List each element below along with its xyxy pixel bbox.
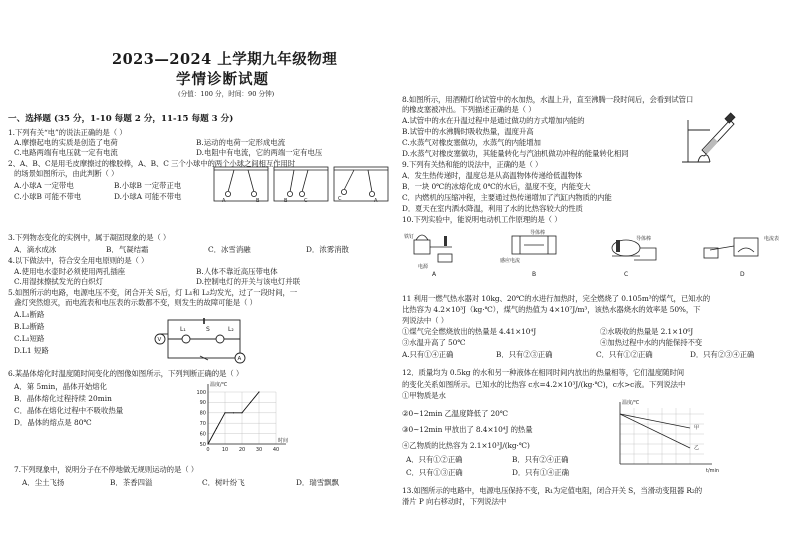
chart-ytick-label: 100 [196, 389, 206, 396]
q9-option-c: C．内燃机的压缩冲程，主要通过热传递增加了汽缸内物质的内能 [402, 193, 612, 202]
chart-ytick-label: 70 [199, 421, 206, 427]
q7-option-a: A．尘土飞扬 [22, 478, 65, 487]
question-2: 2、A、B、C是用毛皮摩擦过的橡胶棒，A、B、C 三个小球中的两个小球之间相互作用时 [8, 159, 295, 168]
fig12-series-label: 甲 [694, 425, 700, 431]
q11-option-a: A.只有①④正确 [402, 350, 454, 359]
question-10: 10.下列实验中，能说明电动机工作原理的是（ ） [402, 215, 562, 224]
q1-option-b: B.运动的电荷一定形成电流 [196, 138, 286, 147]
q2-option-b: B.小球B 一定带正电 [114, 181, 182, 190]
fig2-label: B [256, 198, 260, 204]
chart-xtick-label: 30 [255, 447, 263, 453]
q12-option-a: A．只有①②正确 [406, 455, 463, 464]
q11-option-d: D．只有②③④正确 [690, 350, 755, 359]
q11-statement-4: ④加热过程中水的内能保持不变 [600, 338, 703, 347]
chart-xtick-label: 40 [272, 447, 280, 453]
question-2-cont: 的场景如图所示，由此判断（ ） [14, 169, 119, 178]
q12-statement-3: ③0~12min 甲放出了 8.4×10⁴J 的热量 [402, 425, 533, 434]
q12-statement-1: ①甲物质是水 [402, 391, 446, 400]
q3-option-a: A．滴水成冰 [14, 245, 57, 254]
question-9: 9.下列有关热和能的说法中，正确的是（ ） [402, 160, 543, 169]
q7-option-d: D．瑞雪飘飘 [296, 478, 339, 487]
chart-series-line [208, 392, 259, 444]
chart-point [250, 402, 251, 403]
chart-point [207, 443, 208, 444]
q8-option-b: B.试管中的水沸腾时吸收热量，温度升高 [402, 127, 534, 136]
q6-chart [190, 378, 290, 454]
q8-option-a: A.试管中的水在升温过程中是通过做功的方式增加内能的 [402, 116, 585, 125]
chart-point [233, 412, 234, 413]
fig2-label: A [374, 198, 378, 204]
question-1: 1.下列有关“电”的说法正确的是（ ） [8, 128, 127, 137]
question-11-cont2: 列说法中（ ） [402, 316, 448, 325]
q11-option-b: B．只有②③正确 [496, 350, 553, 359]
q12-option-c: C．只有①③正确 [406, 468, 463, 477]
q12-option-b: B．只有②④正确 [512, 455, 569, 464]
fig2-label: C [338, 196, 342, 202]
chart-point [224, 412, 225, 413]
question-4: 4.以下做法中，符合安全用电原则的是（ ） [8, 256, 149, 265]
question-8-cont: 的橡皮塞被冲出。下列描述正确的是（ ） [402, 105, 536, 114]
chart-ylabel: 温度/℃ [210, 382, 228, 388]
q3-option-c: C．冰雪消融 [208, 245, 251, 254]
q2-option-c: C.小球B 可能不带电 [14, 192, 82, 201]
q3-option-b: B．气凝结霜 [106, 245, 149, 254]
q6-option-c: C．晶体在熔化过程中不吸收热量 [14, 406, 124, 415]
fig10-label: 铁钉 [404, 234, 415, 240]
q9-option-a: A．发生热传递时，温度总是从高温物体传递给低温物体 [402, 171, 583, 180]
q5-option-d: D.L1 短路 [14, 346, 49, 355]
chart-point [216, 428, 217, 429]
question-11: 11 利用一燃气热水器对 10kg、20℃的水进行加热时，完全燃烧了 0.105m³的煤气，已知水的 [402, 294, 710, 303]
question-8: 8.如图所示，用酒精灯给试管中的水加热，水温上升，直至沸腾一段时间后，会看到试管口 [402, 95, 694, 104]
q12-option-d: D．只有①④正确 [512, 468, 569, 477]
fig12-ylabel: 温度/℃ [622, 400, 640, 406]
q7-option-b: B．茶香四溢 [110, 478, 153, 487]
chart-point [258, 391, 259, 392]
fig5-label: L₂ [228, 326, 234, 333]
q11-statement-2: ②水吸收的热量是 2.1×10⁶J [600, 327, 694, 336]
question-12-cont: 的变化关系如图所示。已知水的比热容 c水=4.2×10³J/(kg·℃)，c水>c液。下列说法中 [402, 380, 686, 389]
fig5-label: A [237, 356, 242, 362]
fig2-label: B [284, 198, 288, 204]
q5-option-c: C.L₁短路 [14, 334, 45, 343]
q12-statement-4: ④乙物质的比热容为 2.1×10³J/(kg·℃) [402, 441, 530, 450]
question-12: 12．质量均为 0.5kg 的水和另一种液体在相同时间内放出的热量相等，它们温度随时间 [402, 368, 685, 377]
fig2-label: C [304, 198, 308, 204]
fig10-label: A [432, 271, 437, 278]
q11-statement-1: ①煤气完全燃烧放出的热量是 4.41×10⁴J [402, 327, 537, 336]
question-13: 13.如图所示的电路中，电源电压保持不变，R₁为定值电阻，闭合开关 S，当滑动变阻器 R₂的 [402, 486, 703, 495]
q9-option-b: B．一块 0℃的冰熔化成 0℃的水后，温度不变，内能变大 [402, 182, 591, 191]
chart-xlabel: 时间 [278, 438, 289, 444]
question-13-cont: 滑片 P 向右移动时，下列说法中 [402, 497, 507, 506]
chart-ytick-label: 60 [199, 431, 206, 438]
fig2-label: A [222, 198, 226, 204]
fig5-label: L₁ [180, 326, 186, 333]
question-7: 7.下列现象中，说明分子在不停地做无规则运动的是（ ） [14, 465, 199, 474]
question-5: 5.如图所示的电路，电源电压不变，闭合开关 S后，灯 L₁和 L₂均发光，过了一段时间，一 [8, 288, 298, 297]
q9-option-d: D．夏天在室内洒水降温，利用了水的比热容较大的性质 [402, 204, 583, 213]
q2-option-d: D.小球A 可能不带电 [114, 192, 182, 201]
q12-statement-2: ②0~12min 乙温度降低了 20℃ [402, 409, 508, 418]
fig5-label: V [157, 337, 162, 343]
q4-option-d: D.控制电灯的开关与该电灯并联 [196, 277, 301, 286]
question-6: 6.某晶体熔化时温度随时间变化的图像如图所示，下列判断正确的是（ ） [8, 369, 244, 378]
exam-subtitle-title: 学情诊断试题 [176, 71, 269, 88]
fig10-label: B [532, 271, 537, 278]
chart-ytick-label: 50 [199, 441, 206, 448]
fig10-label: 电源 [418, 264, 429, 270]
fig10-label: 导体棒 [530, 230, 546, 236]
question-3: 3.下列物态变化的实例中，属于凝固现象的是（ ） [8, 233, 171, 242]
score-time-info: (分值：100 分，时间：90 分钟) [178, 90, 275, 98]
fig10-label: 电流表 [764, 236, 780, 242]
fig10-label: C [624, 271, 629, 278]
q8-option-c: C.水蒸气对橡皮塞做功，水蒸气的内能增加 [402, 138, 541, 147]
q3-option-d: D．浓雾消散 [306, 245, 349, 254]
q11-statement-3: ③水温升高了 50℃ [402, 338, 466, 347]
fig10-label: 感应电流 [500, 258, 521, 264]
q12-chart [608, 398, 728, 476]
chart-point [241, 412, 242, 413]
q4-option-c: C.用湿抹擦拭发光的白炽灯 [14, 277, 104, 286]
q1-option-c: C.电路两端有电压就一定有电流 [14, 148, 118, 157]
chart-xtick-label: 0 [206, 447, 210, 453]
chart-xtick-label: 20 [238, 447, 246, 453]
q5-circuit-figure [150, 314, 260, 364]
chart-xtick-label: 10 [221, 447, 229, 453]
section-heading: 一、选择题 (35 分，1-10 每题 2 分，11-15 每题 3 分) [8, 114, 234, 124]
q4-option-b: B.人体不靠近高压带电体 [196, 267, 278, 276]
chart-ytick-label: 90 [199, 400, 206, 407]
q2-option-a: A.小球A 一定带电 [14, 181, 74, 190]
q2-figure [212, 164, 392, 204]
q8-test-tube-figure [670, 110, 740, 165]
q6-option-a: A．第 5min，晶体开始熔化 [14, 382, 108, 391]
question-5-cont: 盏灯突然熄灭，而电流表和电压表的示数都不变，则发生的故障可能是（ ） [14, 298, 257, 307]
q5-option-b: B.L₂断路 [14, 322, 45, 331]
q10-figures [404, 226, 790, 278]
exam-title: 2023—2024 上学期九年级物理 [112, 51, 338, 68]
q6-option-b: B．晶体熔化过程持续 20min [14, 394, 112, 403]
q6-option-d: D．晶体的熔点是 80℃ [14, 418, 92, 427]
q7-option-c: C．树叶纷飞 [202, 478, 245, 487]
fig12-series-label: 乙 [694, 445, 700, 451]
q1-option-d: D.电阻中有电流，它的两端一定有电压 [196, 148, 323, 157]
chart-ytick-label: 80 [199, 410, 206, 417]
q4-option-a: A.使用电水壶时必须使用两孔插座 [14, 267, 126, 276]
fig12-xlabel: t/min [706, 468, 720, 474]
fig10-label: D [740, 271, 745, 278]
q11-option-c: C．只有①②正确 [596, 350, 653, 359]
question-11-cont: 比热容为 4.2×10³J（kg·℃），煤气的热值为 4×10⁷J/m³，该热水器烧水的效率是 50%，下 [402, 305, 701, 314]
q1-option-a: A.摩擦起电的实质是创造了电荷 [14, 138, 118, 147]
q5-option-a: A.L₁断路 [14, 310, 45, 319]
q8-option-d: D.水蒸气对橡皮塞做功，其能量转化与汽油机做功冲程的能量转化相同 [402, 149, 629, 158]
fig5-label: S [206, 326, 210, 333]
fig10-label: 导体棒 [636, 236, 652, 242]
